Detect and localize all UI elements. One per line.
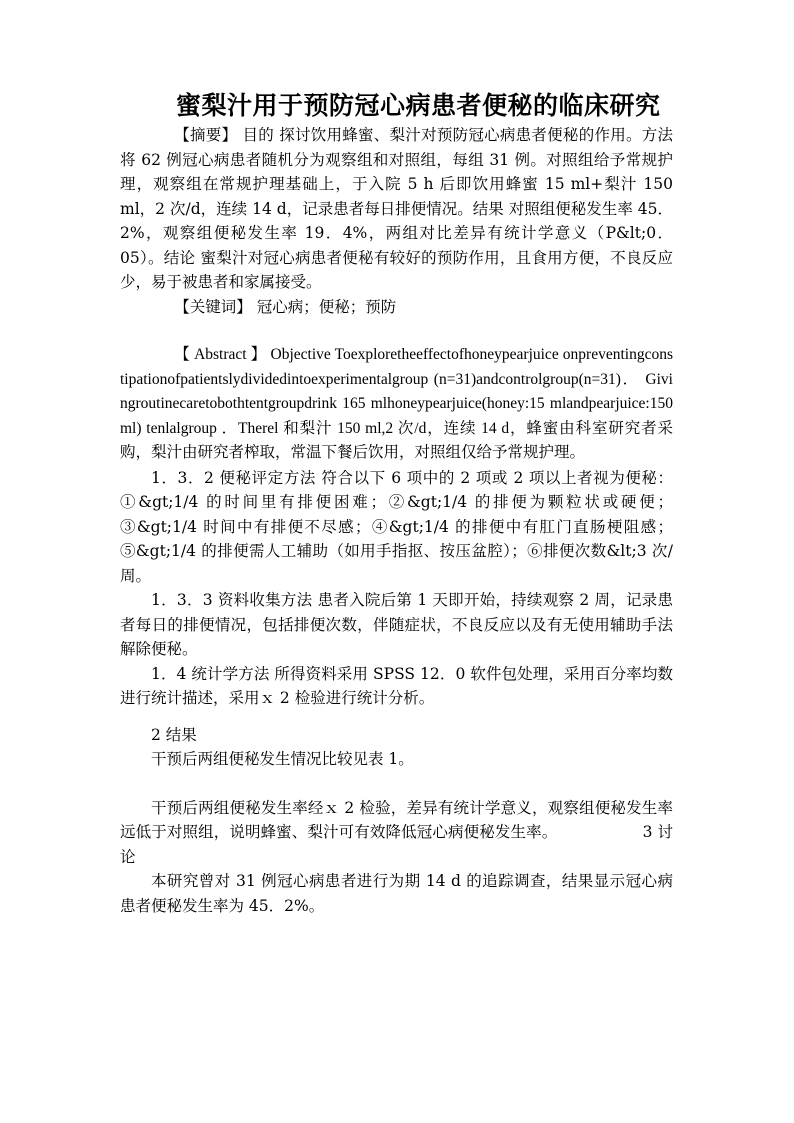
spacer — [120, 319, 673, 343]
keywords-text: 冠心病；便秘；预防 — [251, 297, 397, 316]
english-abstract-paragraph — [120, 343, 673, 466]
english-abstract-text: Objective Toexploretheeffectofhoneypearjuice onpreventingconstipationofpatientslydividedintoexperimentalgroup (n=31)andcontrolgroup(n=31)． Givingroutinecaretobothtentgroupdrink 165 mlhoneypearjuice(honey:15 mlandpearjuice:150 ml) tenlalgroup ．Therel 和梨汁 150 ml,2 次/d，连续 14 d，蜂蜜由科室研究者采购，梨汁由研究者榨取，常温下餐后饮用，对照组仅给予常规护理。 — [120, 346, 673, 461]
keywords-paragraph — [120, 295, 673, 320]
discussion-heading: 3 讨论 — [120, 823, 673, 866]
section-1-3-2-paragraph: 1．3．2 便秘评定方法 符合以下 6 项中的 2 项或 2 项以上者视为便秘：①&gt;1/4 的时间里有排便困难；②&gt;1/4 的排便为颗粒状或硬便；③&gt;1/4 时间中有排便不尽感；④&gt;1/4 的排便中有肛门直肠梗阻感；⑤&gt;1/4 的排便需人工辅助（如用手指抠、按压盆腔）；⑥排便次数&lt;3 次/周。 — [120, 468, 673, 585]
results-paragraph-analysis — [120, 796, 673, 870]
results-heading: 2 结果 — [151, 725, 197, 744]
abstract-label: 【摘要】 — [174, 126, 238, 144]
keywords-label: 【关键词】 — [174, 297, 252, 316]
section-1-3-3-paragraph: 1．3．3 资料收集方法 患者入院后第 1 天即开始，持续观察 2 周，记录患者每日的排便情况，包括排便次数，伴随症状，不良反应以及有无使用辅助手法解除便秘。 — [120, 591, 673, 658]
section-1-4-paragraph: 1．4 统计学方法 所得资料采用 SPSS 12．0 软件包处理，采用百分率均数进行统计描述，采用ｘ 2 检验进行统计分析。 — [120, 664, 673, 707]
abstract-paragraph — [120, 123, 673, 295]
results-paragraph-table-ref: 干预后两组便秘发生情况比较见表 1。 — [151, 750, 414, 768]
english-abstract-label: 【 Abstract 】 — [174, 346, 267, 363]
paper-title: 蜜梨汁用于预防冠心病患者便秘的临床研究 — [176, 91, 661, 120]
results-analysis-text: 干预后两组便秘发生率经ｘ 2 检验，差异有统计学意义，观察组便秘发生率远低于对照组，说明蜂蜜、梨汁可有效降低冠心病便秘发生率。 — [120, 798, 673, 841]
abstract-text: 目的 探讨饮用蜂蜜、梨汁对预防冠心病患者便秘的作用。方法 将 62 例冠心病患者随机分为观察组和对照组，每组 31 例。对照组给予常规护理，观察组在常规护理基础上，于入院 5 h 后即饮用蜂蜜 15 ml+梨汁 150 ml，2 次/d，连续 14 d，记录患者每日排便情况。结果 对照组便秘发生率 45．2%，观察组便秘发生率 19．4%，两组对比差异有统计学意义（P&lt;0．05）。结论 蜜梨汁对冠心病患者便秘有较好的预防作用，且食用方便，不良反应少，易于被患者和家属接受。 — [120, 126, 673, 291]
spacer — [120, 772, 673, 796]
paper-page — [120, 88, 673, 918]
discussion-paragraph: 本研究曾对 31 例冠心病患者进行为期 14 d 的追踪调查，结果显示冠心病患者便秘发生率为 45．2%。 — [120, 872, 673, 915]
spacer — [120, 711, 673, 723]
